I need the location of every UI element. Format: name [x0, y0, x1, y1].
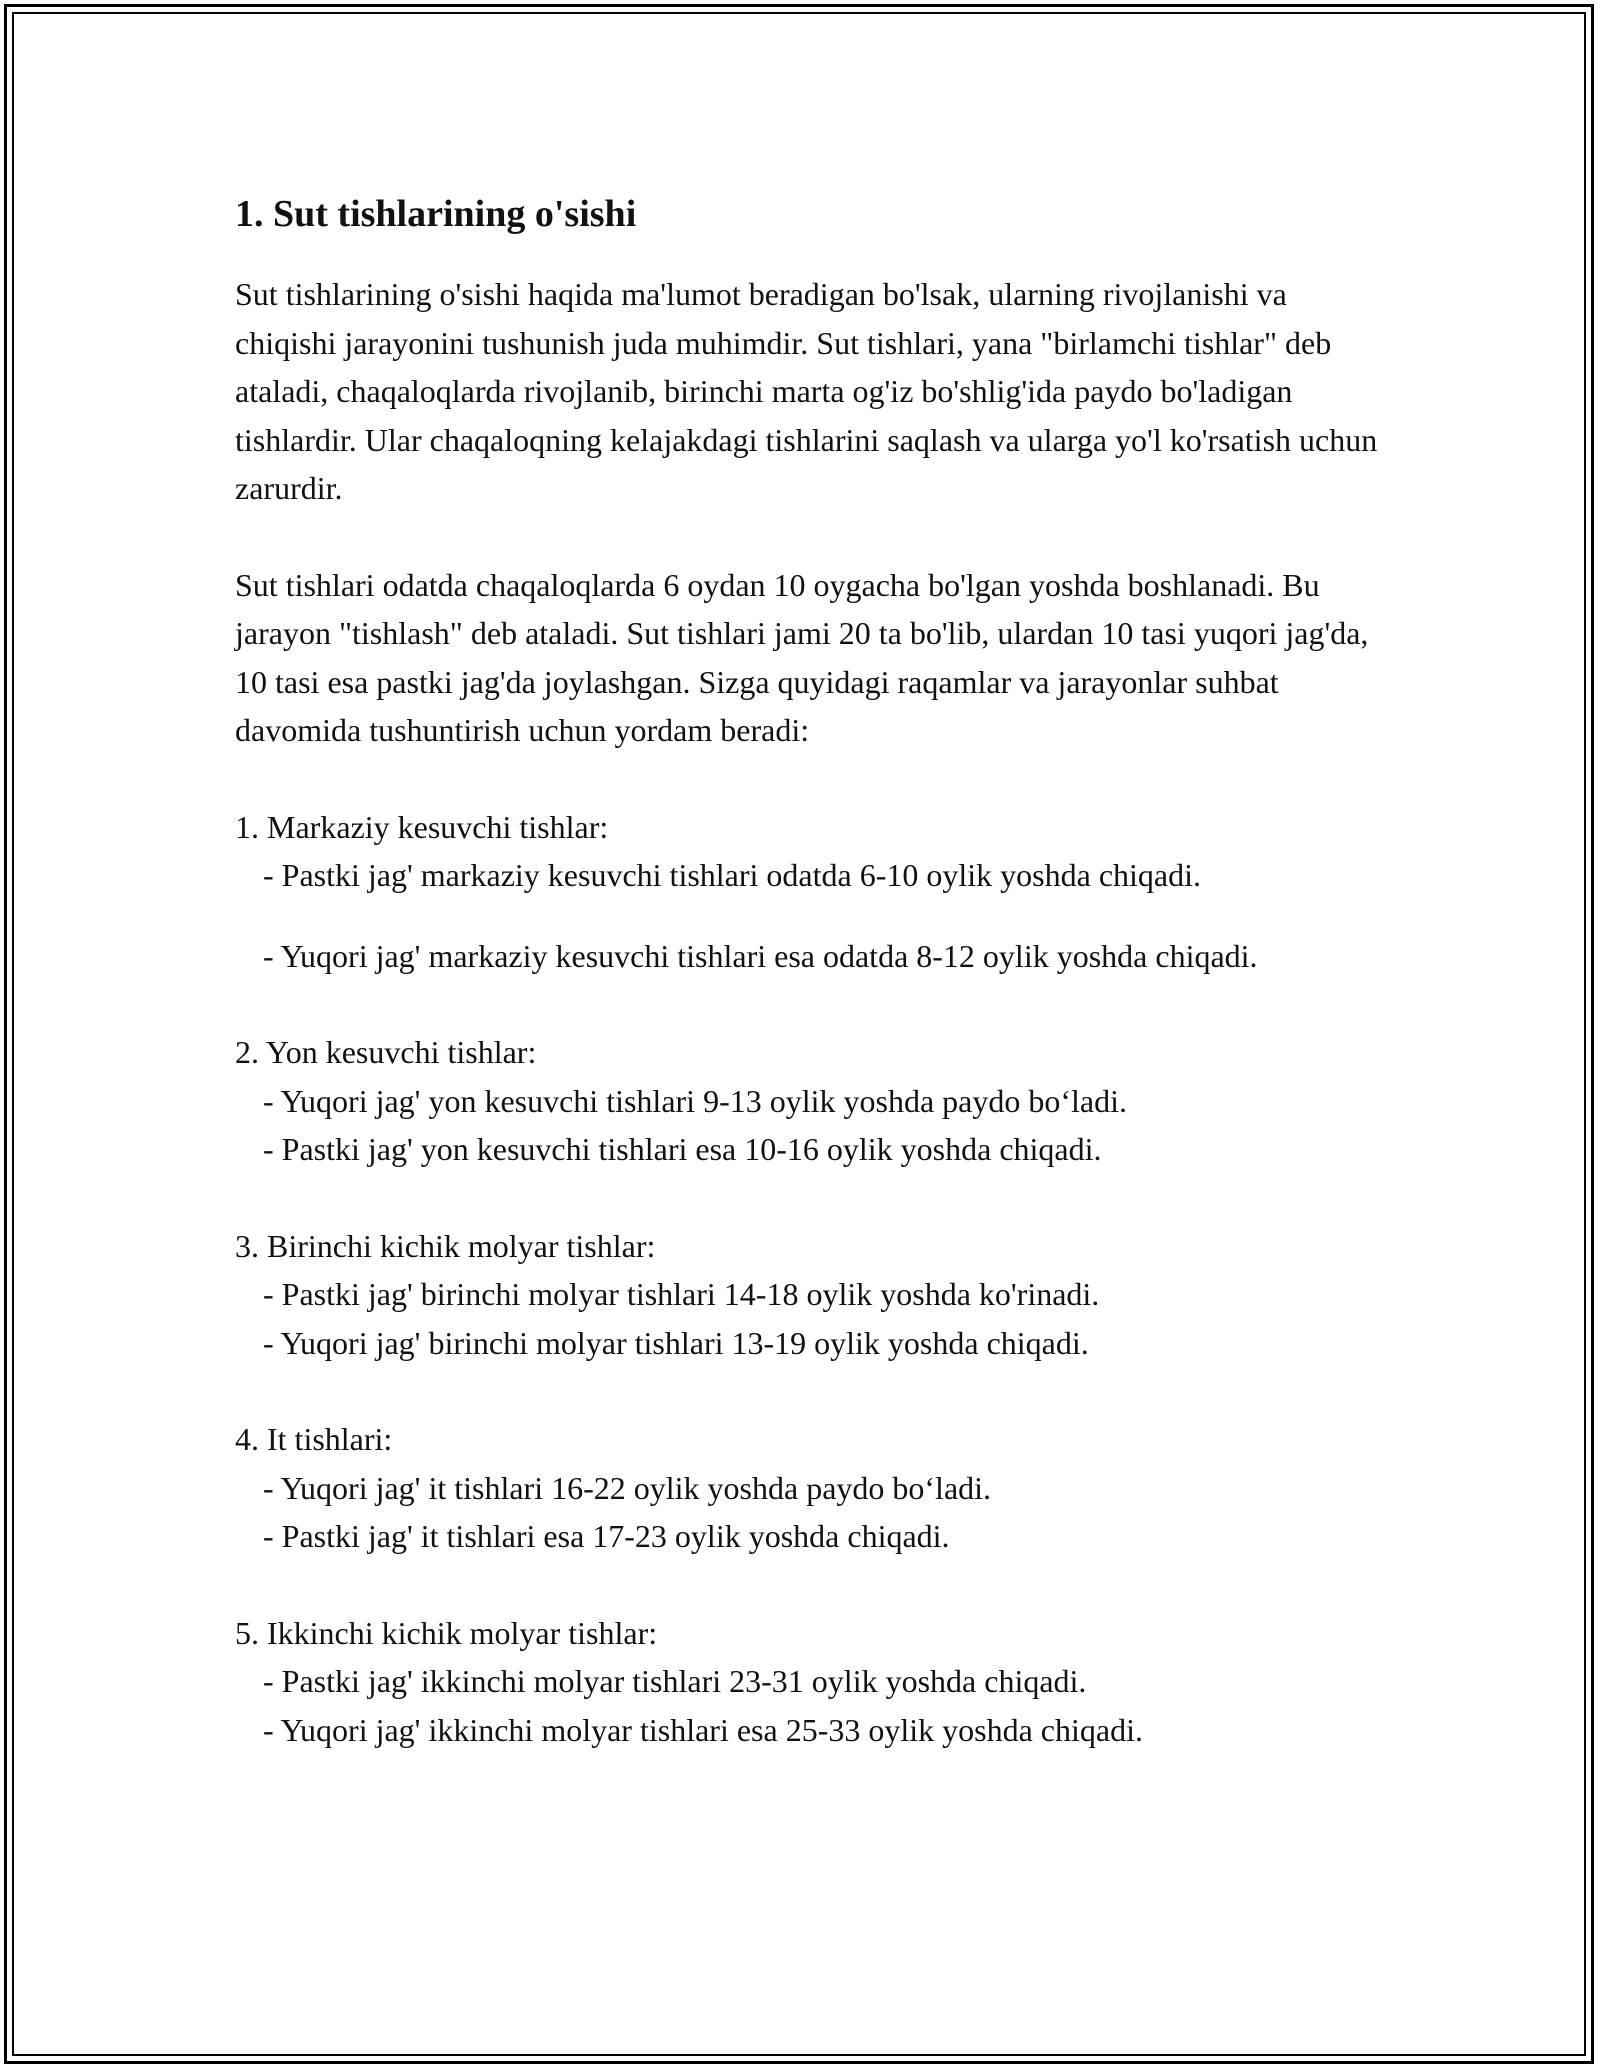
section-item: - Pastki jag' birinchi molyar tishlari 14-18 oylik yoshda ko'rinadi.	[263, 1276, 1100, 1312]
section-lateral-incisors	[235, 1028, 1385, 1174]
section-item: - Yuqori jag' it tishlari 16-22 oylik yoshda paydo bo‘ladi.	[263, 1469, 992, 1506]
section-item: - Pastki jag' it tishlari esa 17-23 oylik yoshda chiqadi.	[263, 1518, 950, 1554]
section-item: - Yuqori jag' ikkinchi molyar tishlari esa 25-33 oylik yoshda chiqadi.	[263, 1711, 1143, 1748]
eruption-paragraph: Sut tishlari odatda chaqaloqlarda 6 oydan 10 oygacha bo'lgan yoshda boshlanadi. Bu jarayon "tishlash" deb ataladi. Sut tishlari jami 20 ta bo'lib, ulardan 10 tasi yuqori jag'da, 10 tasi esa pastki jag'da joylashgan. Sizga quyidagi raqamlar va jarayonlar suhbat davomida tushuntirish uchun yordam beradi:	[235, 566, 1369, 748]
section-title: 5. Ikkinchi kichik molyar tishlar:	[235, 1614, 658, 1651]
section-first-molars	[235, 1222, 1385, 1368]
section-item: - Pastki jag' ikkinchi molyar tishlari 23-31 oylik yoshda chiqadi.	[263, 1663, 1087, 1699]
section-title: 1. Markaziy kesuvchi tishlar:	[235, 808, 609, 845]
section-item: - Pastki jag' yon kesuvchi tishlari esa 10-16 oylik yoshda chiqadi.	[263, 1131, 1102, 1167]
section-canines	[235, 1415, 1385, 1561]
section-title: 3. Birinchi kichik molyar tishlar:	[235, 1227, 656, 1264]
section-item: - Yuqori jag' birinchi molyar tishlari 13-19 oylik yoshda chiqadi.	[263, 1324, 1089, 1361]
section-second-molars	[235, 1609, 1385, 1755]
document-heading: 1. Sut tishlarining o'sishi	[235, 193, 637, 235]
section-item: - Yuqori jag' markaziy kesuvchi tishlari esa odatda 8-12 oylik yoshda chiqadi.	[263, 937, 1258, 974]
intro-paragraph: Sut tishlarining o'sishi haqida ma'lumot beradigan bo'lsak, ularning rivojlanishi va chiqishi jarayonini tushunish juda muhimdir. Sut tishlari, yana "birlamchi tishlar" deb ataladi, chaqaloqlarda rivojlanib, birinchi marta og'iz bo'shlig'ida paydo bo'ladigan tishlardir. Ular chaqaloqning kelajakdagi tishlarini saqlash va ularga yo'l ko'rsatish uchun zarurdir.	[235, 276, 1378, 506]
section-title: 2. Yon kesuvchi tishlar:	[235, 1034, 537, 1070]
section-central-incisors	[235, 803, 1385, 981]
document-body	[235, 186, 1385, 1802]
section-title: 4. It tishlari:	[235, 1421, 393, 1457]
section-item: - Yuqori jag' yon kesuvchi tishlari 9-13 oylik yoshda paydo bo‘ladi.	[263, 1082, 1127, 1119]
section-item: - Pastki jag' markaziy kesuvchi tishlari odatda 6-10 oylik yoshda chiqadi.	[263, 857, 1201, 893]
